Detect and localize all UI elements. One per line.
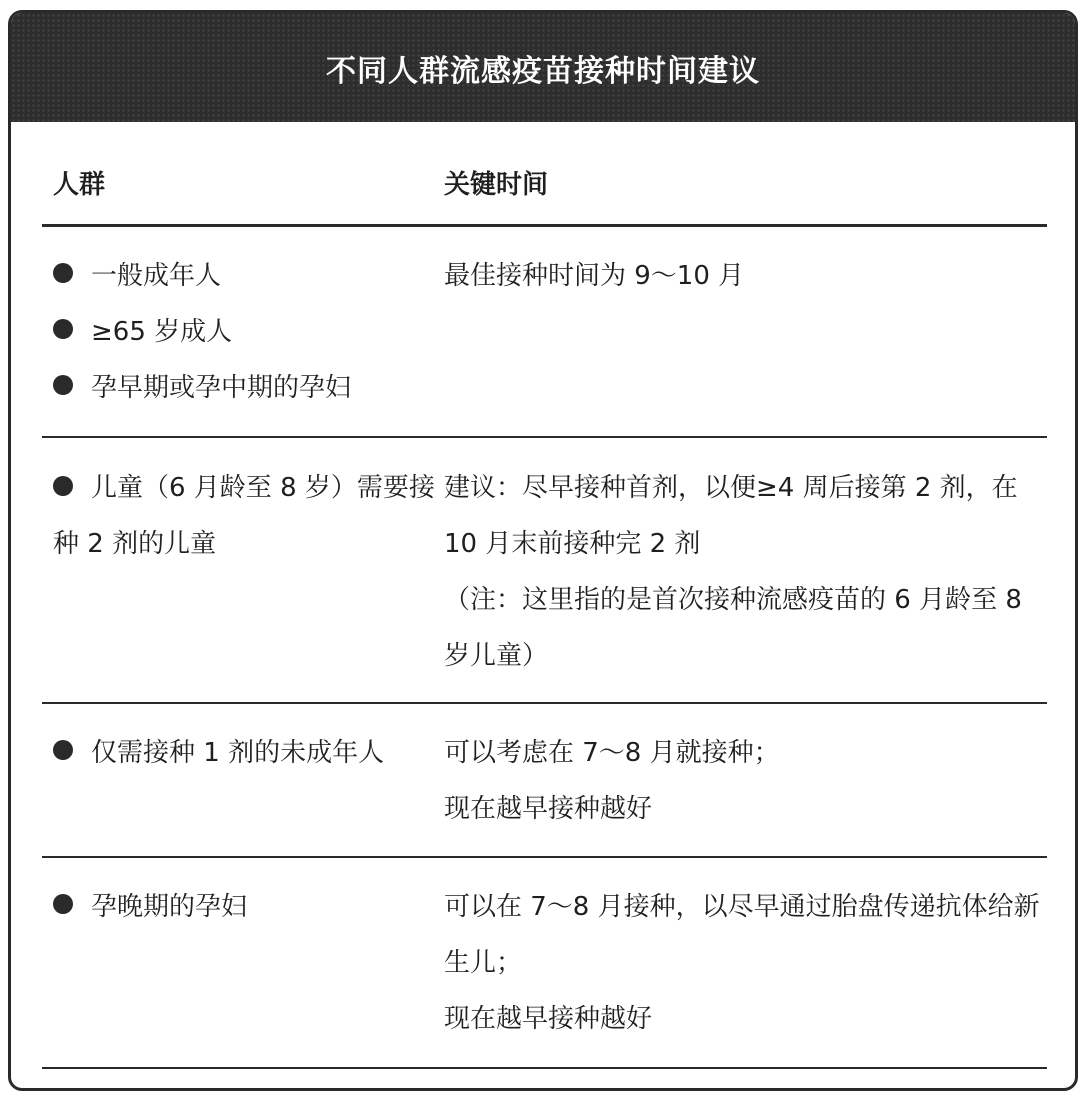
group-item <box>53 304 444 360</box>
timing-cell <box>444 460 1047 702</box>
group-cell <box>42 248 444 436</box>
timing-text: 建议：尽早接种首剂，以便≥4 周后接第 2 剂，在 10 月末前接种完 2 剂 <box>444 473 1018 559</box>
column-header-timing: 关键时间 <box>444 170 549 200</box>
group-item <box>53 460 444 572</box>
table-row <box>42 227 1047 438</box>
timing-cell <box>444 248 1047 436</box>
timing-text: 最佳接种时间为 9～10 月 <box>444 261 745 291</box>
group-cell <box>42 879 444 1067</box>
group-text: ≥65 岁成人 <box>91 317 233 347</box>
timing-text: 现在越早接种越好 <box>444 1004 653 1034</box>
bullet-icon <box>53 894 73 914</box>
table-row <box>42 438 1047 704</box>
timing-cell <box>444 725 1047 856</box>
table-header-banner <box>11 13 1075 122</box>
bullet-icon <box>53 263 73 283</box>
bullet-icon <box>53 319 73 339</box>
timing-cell <box>444 879 1047 1067</box>
group-text: 一般成年人 <box>91 261 222 291</box>
group-cell <box>42 725 444 856</box>
group-cell <box>42 460 444 702</box>
table-head <box>42 122 1047 227</box>
group-text: 仅需接种 1 剂的未成年人 <box>91 738 385 768</box>
bullet-icon <box>53 740 73 760</box>
vaccine-schedule-card <box>8 10 1078 1091</box>
timing-text: 可以在 7～8 月接种，以尽早通过胎盘传递抗体给新生儿； <box>444 892 1040 978</box>
timing-note: （注：这里指的是首次接种流感疫苗的 6 月龄至 8 岁儿童） <box>444 585 1022 671</box>
timing-text: 可以考虑在 7～8 月就接种； <box>444 738 780 768</box>
group-item <box>53 725 444 781</box>
group-item <box>53 248 444 304</box>
table-row <box>42 858 1047 1069</box>
table-row <box>42 704 1047 858</box>
schedule-table <box>42 122 1047 1069</box>
bullet-icon <box>53 375 73 395</box>
group-text: 儿童（6 月龄至 8 岁）需要接种 2 剂的儿童 <box>53 473 435 559</box>
table-title: 不同人群流感疫苗接种时间建议 <box>326 53 760 89</box>
column-header-group: 人群 <box>53 170 106 200</box>
group-item <box>53 360 444 416</box>
group-text: 孕晚期的孕妇 <box>91 892 248 922</box>
bullet-icon <box>53 476 73 496</box>
timing-text: 现在越早接种越好 <box>444 794 653 824</box>
group-text: 孕早期或孕中期的孕妇 <box>91 373 352 403</box>
group-item <box>53 879 444 935</box>
